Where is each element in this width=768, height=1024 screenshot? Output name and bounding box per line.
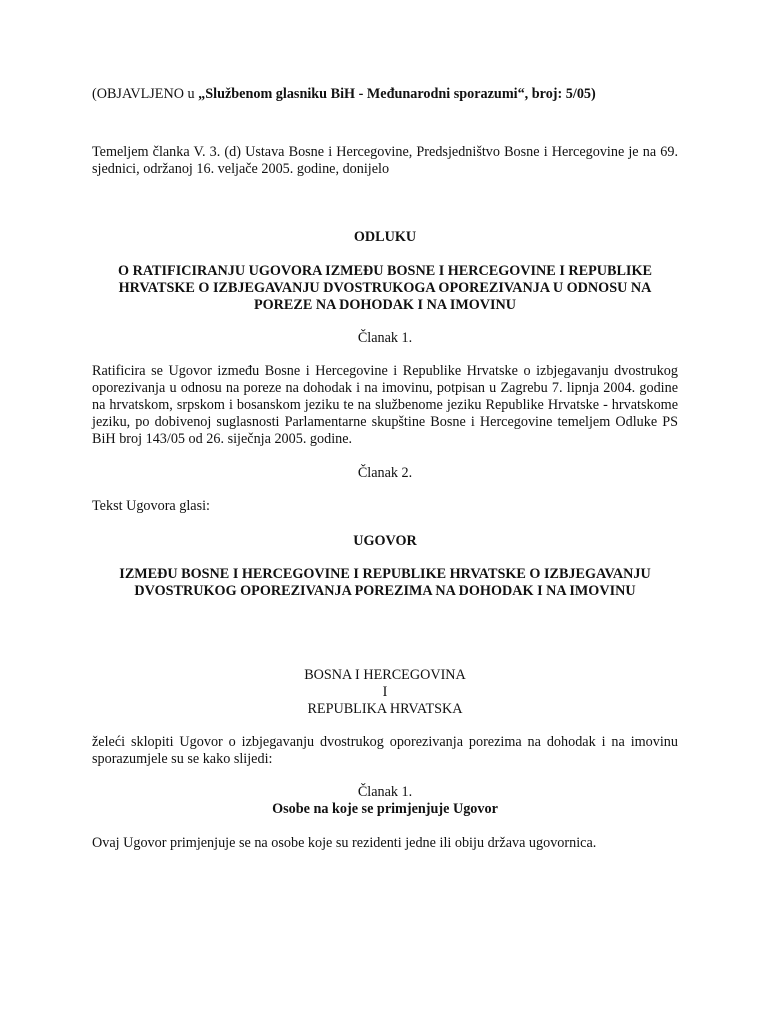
decision-heading: ODLUKU bbox=[353, 229, 417, 245]
decision-article-2-text: Tekst Ugovora glasi: bbox=[92, 498, 211, 514]
decision-title: O RATIFICIRANJU UGOVORA IZMEĐU BOSNE I HERCEGOVINE I REPUBLIKE HRVATSKE O IZBJEGAVANJU DVOSTRUKOGA OPOREZIVANJA U ODNOSU NA POREZE NA DOHODAK I NA IMOVINU bbox=[118, 263, 652, 313]
treaty-preamble: želeći sklopiti Ugovor o izbjegavanju dvostrukog oporezivanja porezima na dohodak i na imovinu sporazumjele su se kako slijedi: bbox=[92, 734, 678, 767]
treaty-article-1-subtitle: Osobe na koje se primjenjuje Ugovor bbox=[272, 801, 498, 817]
decision-article-1-text: Ratificira se Ugovor između Bosne i Hercegovine i Republike Hrvatske o izbjegavanju dvostrukog oporezivanja u odnosu na poreze na dohodak i na imovinu, potpisan u Zagrebu 7. lipnja 2004. godine na hrvatskom, srpskom i bosanskom jeziku te na službenome jeziku Republike Hrvatske - hrvatskome jeziku, po dobivenoj suglasnosti Parlamentarne skupštine Bosne i Hercegovine temeljem Odluke PS BiH broj 143/05 od 26. siječnja 2005. godine. bbox=[92, 363, 678, 447]
intro-paragraph: Temeljem članka V. 3. (d) Ustava Bosne i Hercegovine, Predsjedništvo Bosne i Hercegovine je na 69. sjednici, održanoj 16. veljače 2005. godine, donijelo bbox=[92, 144, 678, 177]
treaty-title: IZMEĐU BOSNE I HERCEGOVINE I REPUBLIKE HRVATSKE O IZBJEGAVANJU DVOSTRUKOG OPOREZIVANJA POREZIMA NA DOHODAK I NA IMOVINU bbox=[119, 566, 651, 599]
decision-article-2-heading: Članak 2. bbox=[357, 465, 413, 481]
party-croatia: REPUBLIKA HRVATSKA bbox=[307, 701, 463, 717]
party-conjunction: I bbox=[382, 684, 388, 700]
party-bih: BOSNA I HERCEGOVINA bbox=[304, 667, 466, 683]
decision-article-1-heading: Članak 1. bbox=[357, 330, 413, 346]
treaty-article-1-header bbox=[92, 784, 678, 818]
treaty-article-1-heading: Članak 1. bbox=[357, 784, 413, 800]
publication-journal: „Službenom glasniku BiH - Međunarodni sporazumi“, broj: 5/05) bbox=[198, 86, 596, 102]
treaty-heading: UGOVOR bbox=[353, 533, 417, 549]
treaty-article-1-text: Ovaj Ugovor primjenjuje se na osobe koje su rezidenti jedne ili obiju država ugovornica. bbox=[92, 835, 597, 851]
publication-prefix: (OBJAVLJENO u bbox=[92, 86, 199, 102]
treaty-parties bbox=[92, 667, 678, 718]
publication-note bbox=[92, 86, 678, 103]
